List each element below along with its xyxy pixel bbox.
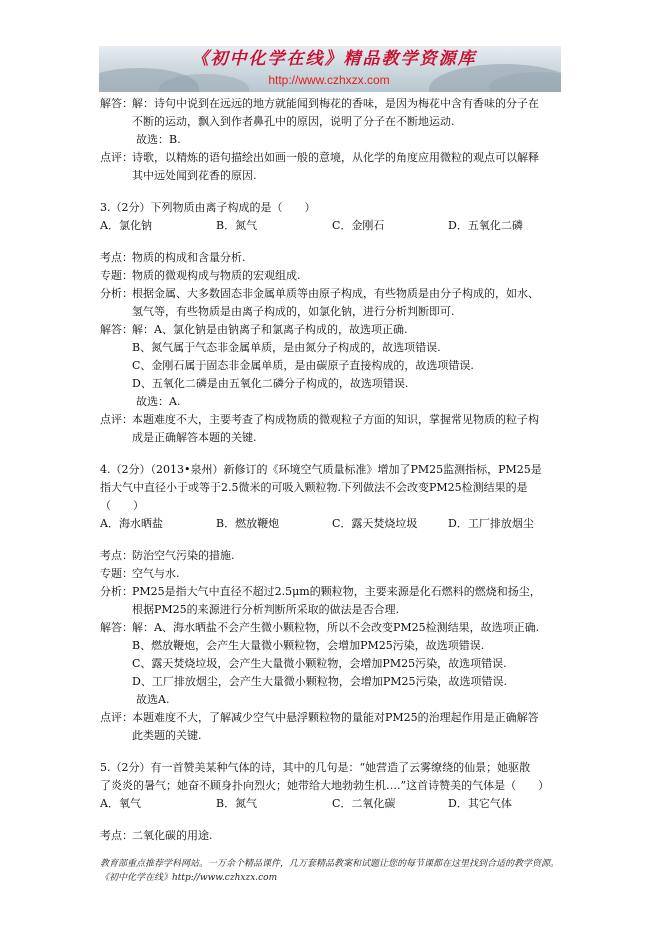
zhuanti-label: 专题： xyxy=(100,269,133,282)
stem-line: 了炎炎的暑气；她奋不顾身扑向烈火；她带给大地勃勃生机….”这首诗赞美的气体是（ ） xyxy=(100,779,550,792)
document-body xyxy=(100,95,570,845)
jieda-section xyxy=(100,619,570,709)
jieda-line: 解：A、氯化钠是由钠离子和氯离子构成的，故选项正确. xyxy=(132,323,408,336)
option-c: C．二氧化碳 xyxy=(332,797,396,810)
zhuanti-section xyxy=(100,565,570,583)
zhuanti-text: 空气与水. xyxy=(132,567,180,580)
fenxi-section xyxy=(100,583,570,619)
fenxi-label: 分析： xyxy=(100,585,133,598)
comment-label: 点评： xyxy=(100,151,133,164)
question-4-options xyxy=(100,515,570,533)
question-5-options xyxy=(100,795,570,813)
question-3-options xyxy=(100,217,570,235)
dianping-line: 此类题的关键. xyxy=(132,729,202,742)
stem-line: （ ） xyxy=(100,499,144,512)
comment-line: 诗歌，以精炼的语句描绘出如画一般的意境，从化学的角度应用微粒的观点可以解释 xyxy=(132,151,539,164)
option-a: A．氧气 xyxy=(100,797,141,810)
kaodian-label: 考点： xyxy=(100,251,133,264)
zhuanti-text: 物质的微观构成与物质的宏观组成. xyxy=(132,269,301,282)
kaodian-section xyxy=(100,249,570,267)
option-a: A．氯化钠 xyxy=(100,219,152,232)
dianping-label: 点评： xyxy=(100,413,133,426)
option-a: A．海水晒盐 xyxy=(100,517,163,530)
stem-line: 4.（2分）（2013•泉州）新修订的《环境空气质量标准》增加了PM25监测指标，PM25是 xyxy=(100,463,542,476)
jieda-line: B、氮气属于气态非金属单质，是由氮分子构成的，故选项错误. xyxy=(132,341,441,354)
banner-url[interactable]: http://www.czhxzx.com xyxy=(268,73,390,87)
zhuanti-label: 专题： xyxy=(100,567,133,580)
jieda-line: D、工厂排放烟尘，会产生大量微小颗粒物，会增加PM25污染，故选项错误. xyxy=(132,675,507,688)
dianping-line: 本题难度不大，了解减少空气中悬浮颗粒物的量能对PM25的治理起作用是正确解答 xyxy=(132,711,539,724)
kaodian-text: 物质的构成和含量分析. xyxy=(132,251,246,264)
comment-line: 其中远处闻到花香的原因. xyxy=(132,169,257,182)
stem-line: 5.（2分）有一首赞美某种气体的诗，其中的几句是：“她营造了云雾缭绕的仙景；她驱散 xyxy=(100,761,531,774)
jieda-line: 故选：A. xyxy=(136,395,181,408)
question-3-stem: 3.（2分）下列物质由离子构成的是（ ） xyxy=(100,201,316,214)
kaodian-text: 防治空气污染的措施. xyxy=(132,549,235,562)
question-5-stem xyxy=(100,759,570,795)
stem-line: 指大气中直径小于或等于2.5微米的可吸入颗粒物.下列做法不会改变PM25检测结果的是 xyxy=(100,481,528,494)
dianping-label: 点评： xyxy=(100,711,133,724)
option-b: B．氮气 xyxy=(216,797,258,810)
jieda-line: C、金刚石属于固态非金属单质，是由碳原子直接构成的，故选项错误. xyxy=(132,359,474,372)
option-c: C．露天焚烧垃圾 xyxy=(332,517,418,530)
zhuanti-section xyxy=(100,267,570,285)
answer-line: 不断的运动，飘入到作者鼻孔中的原因，说明了分子在不断地运动. xyxy=(132,115,455,128)
comment-section xyxy=(100,149,570,185)
jieda-line: D、五氧化二磷是由五氧化二磷分子构成的，故选项错误. xyxy=(132,377,409,390)
header-banner xyxy=(99,46,561,92)
answer-section xyxy=(100,95,570,149)
fenxi-line: 氢气等，有些物质是由离子构成的，如氯化钠，进行分析判断即可. xyxy=(132,305,455,318)
kaodian-text: 二氧化碳的用途. xyxy=(132,829,213,842)
answer-line: 解：诗句中说到在远远的地方就能闻到梅花的香味，是因为梅花中含有香味的分子在 xyxy=(132,97,539,110)
option-b: B．燃放鞭炮 xyxy=(216,517,280,530)
option-d: D．五氧化二磷 xyxy=(448,219,523,232)
jieda-label: 解答： xyxy=(100,621,133,634)
dianping-line: 成是正确解答本题的关键. xyxy=(132,431,257,444)
dianping-line: 本题难度不大，主要考查了构成物质的微观粒子方面的知识，掌握常见物质的粒子构 xyxy=(132,413,539,426)
dianping-section xyxy=(100,411,570,447)
answer-label: 解答： xyxy=(100,97,133,110)
kaodian-label: 考点： xyxy=(100,549,133,562)
fenxi-section xyxy=(100,285,570,321)
jieda-line: B、燃放鞭炮，会产生大量微小颗粒物，会增加PM25污染，故选项错误. xyxy=(132,639,485,652)
option-d: D．其它气体 xyxy=(448,797,512,810)
answer-line: 故选：B. xyxy=(136,133,181,146)
fenxi-line: 根据金属、大多数固态非金属单质等由原子构成，有些物质是由分子构成的，如水、 xyxy=(132,287,539,300)
jieda-line: 故选A. xyxy=(136,693,170,706)
jieda-section xyxy=(100,321,570,411)
banner-title: 《初中化学在线》精品教学资源库 xyxy=(191,49,477,69)
kaodian-label: 考点： xyxy=(100,829,133,842)
jieda-label: 解答： xyxy=(100,323,133,336)
dianping-section xyxy=(100,709,570,745)
option-d: D．工厂排放烟尘 xyxy=(448,517,534,530)
fenxi-line: PM25是指大气中直径不超过2.5μm的颗粒物，主要来源是化石燃料的燃烧和扬尘， xyxy=(132,585,541,598)
option-b: B．氮气 xyxy=(216,219,258,232)
page-footer: 教育部重点推荐学科网站。一万余个精品课件，几万套精品教案和试题让您的每节课都在这里找到合适的教学资源。《初中化学在线》http://www.czhxzx.com xyxy=(100,859,560,883)
question-4-stem xyxy=(100,461,570,515)
jieda-line: C、露天焚烧垃圾，会产生大量微小颗粒物，会增加PM25污染，故选项错误. xyxy=(132,657,507,670)
fenxi-line: 根据PM25的来源进行分析判断所采取的做法是否合理. xyxy=(132,603,400,616)
jieda-line: 解：A、海水晒盐不会产生微小颗粒物，所以不会改变PM25检测结果，故选项正确. xyxy=(132,621,540,634)
kaodian-section xyxy=(100,547,570,565)
kaodian-section xyxy=(100,827,570,845)
fenxi-label: 分析： xyxy=(100,287,133,300)
option-c: C．金刚石 xyxy=(332,219,385,232)
